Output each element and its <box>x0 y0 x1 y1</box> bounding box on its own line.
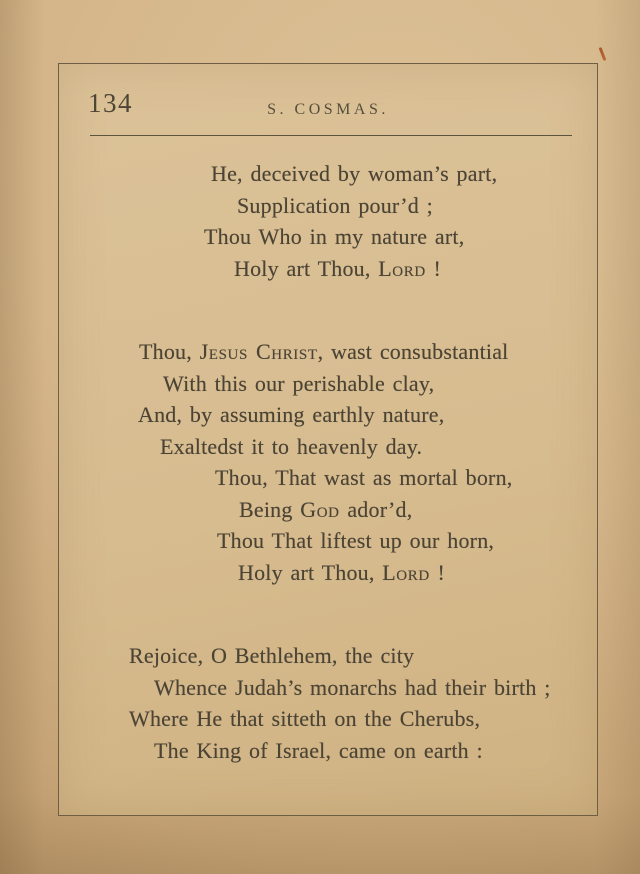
stanza <box>59 158 597 284</box>
poem-text: ador’d, <box>339 496 413 522</box>
stanza <box>59 336 597 588</box>
poem-text: Thou, <box>139 339 200 364</box>
poem-line <box>129 640 597 672</box>
poem-line <box>139 336 597 368</box>
poem-text: The King of Israel, came on earth : <box>154 737 483 763</box>
poem-line <box>204 221 597 253</box>
poem-text: Supplication pour’d ; <box>237 192 433 218</box>
poem-text: Being <box>239 496 301 522</box>
poem-line <box>211 158 597 190</box>
poem-text: Where He that sitteth on the Cherubs, <box>129 706 481 731</box>
poem-text-smallcaps: Lord <box>378 255 426 281</box>
poem-line <box>154 672 597 704</box>
poem-text-smallcaps: Jesus Christ <box>199 339 318 364</box>
poem-text: Rejoice, O Bethlehem, the city <box>129 643 415 668</box>
poem-text: Thou, That wast as mortal born, <box>215 465 513 490</box>
poem-line <box>154 735 597 767</box>
poem-text: Holy art Thou, <box>234 255 379 281</box>
poem-line <box>138 399 597 431</box>
poem-text-smallcaps: Lord <box>382 559 430 585</box>
poem-text: Thou Who in my nature art, <box>204 224 465 249</box>
poem-text: Whence Judah’s monarchs had their birth ; <box>154 674 551 700</box>
poem-line <box>215 462 597 494</box>
page-border-frame <box>58 63 598 816</box>
poem-text: And, by assuming earthly nature, <box>138 402 445 427</box>
poem-body <box>59 158 597 766</box>
page-number: 134 <box>88 88 133 118</box>
poem-line <box>239 494 597 526</box>
poem-text: Thou That liftest up our horn, <box>217 528 495 553</box>
stanza <box>59 640 597 766</box>
poem-text: Holy art Thou, <box>238 559 383 585</box>
poem-text: Exaltedst it to heavenly day. <box>160 433 423 459</box>
poem-line <box>237 190 597 222</box>
poem-line <box>238 557 597 589</box>
poem-text: He, deceived by woman’s part, <box>211 161 498 186</box>
poem-text: With this our perishable clay, <box>163 370 435 396</box>
pen-mark <box>599 47 607 61</box>
poem-text-smallcaps: God <box>300 496 340 522</box>
poem-text: ! <box>425 255 441 281</box>
running-header: S. COSMAS. <box>267 101 389 118</box>
header-rule <box>90 135 572 136</box>
poem-text: ! <box>429 559 445 585</box>
poem-line <box>217 525 597 557</box>
poem-line <box>163 368 597 400</box>
poem-line <box>160 431 597 463</box>
poem-line <box>129 703 597 735</box>
poem-line <box>234 253 597 285</box>
poem-text: , wast consubstantial <box>317 339 509 364</box>
